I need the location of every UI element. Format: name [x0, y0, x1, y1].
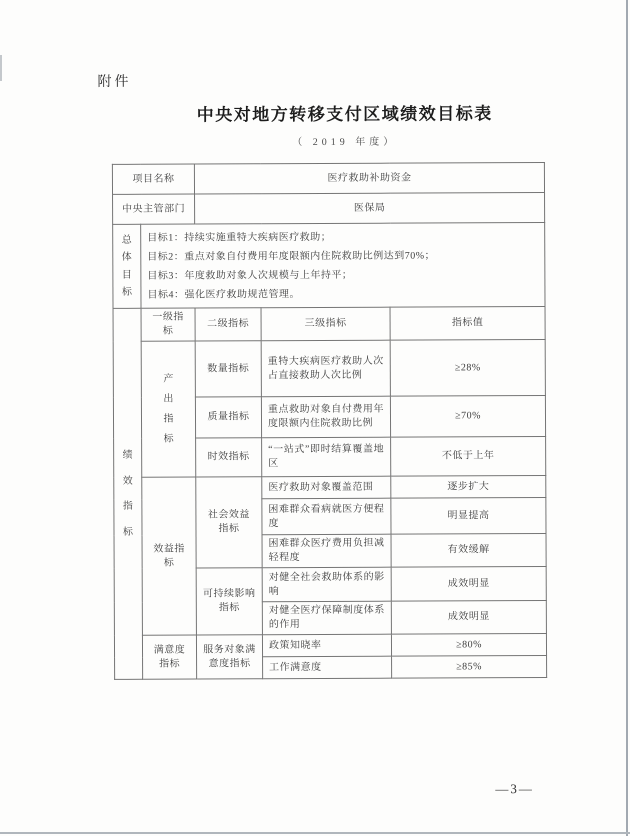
level2-service-satisfaction-cell [196, 635, 262, 679]
value-coverage: 逐步扩大 [391, 475, 546, 498]
value-policy-awareness: ≥80% [391, 633, 546, 656]
indicator-quality: 重点救助对象自付费用年度限额内住院救助比例 [261, 396, 390, 438]
level2-quality-label: 质量指标 [195, 397, 261, 438]
indicator-medical-system: 对健全医疗保障制度体系的作用 [262, 601, 391, 635]
header-level3: 三级指标 [261, 307, 390, 341]
table-row-project-name [112, 162, 544, 194]
indicator-coverage: 医疗救助对象覆盖范围 [262, 476, 391, 499]
indicator-burden: 困难群众医疗费用负担减轻程度 [262, 534, 391, 568]
header-level2: 二级指标 [195, 308, 261, 341]
level1-satisfaction-cell [142, 635, 196, 679]
indicator-quantity: 重特大疾病医疗救助人次占直接救助人次比例 [261, 340, 390, 397]
attachment-label: 附件 [97, 74, 132, 90]
indicator-policy-awareness: 政策知晓率 [262, 634, 391, 657]
level1-satisfaction-label: 满意度 指标 [153, 644, 186, 670]
goal-item-3: 目标3：年度救助对象人次规模与上年持平； [147, 269, 353, 282]
value-quantity: ≥28% [390, 339, 545, 396]
table-row-policy-awareness [114, 633, 546, 657]
level1-output-cell [141, 341, 196, 477]
page-number: —3— [495, 781, 534, 797]
project-name-label: 项目名称 [112, 164, 194, 194]
value-work-satisfaction: ≥85% [392, 655, 547, 678]
value-quality: ≥70% [390, 395, 545, 437]
indicator-convenience: 困难群众看病就医方便程度 [262, 498, 391, 535]
project-name-value: 医疗救助补助资金 [194, 162, 544, 194]
central-department-label: 中央主管部门 [113, 194, 195, 224]
level2-quantity-label: 数量指标 [195, 341, 261, 397]
level1-benefit-cell [142, 477, 197, 635]
header-level1: 一级指标 [141, 308, 195, 341]
value-medical-system: 成效明显 [391, 600, 546, 634]
overall-goal-label-cell [113, 224, 141, 308]
document-year: （ 2019 年度） [292, 136, 398, 149]
overall-goal-list [141, 222, 545, 308]
level1-benefit-label: 效益指标 [153, 543, 185, 569]
level2-timeliness-label: 时效指标 [196, 438, 262, 477]
value-timeliness: 不低于上年 [391, 436, 546, 476]
indicator-timeliness: “一站式”即时结算覆盖地区 [262, 437, 391, 477]
performance-indicator-label: 绩效指标 [122, 449, 134, 538]
central-department-value: 医保局 [195, 192, 545, 224]
level1-output-label: 产出指标 [163, 373, 174, 445]
value-burden: 有效缓解 [391, 533, 546, 567]
table-row-indicator-header [113, 306, 545, 341]
overall-goal-label: 总体目标 [121, 234, 132, 298]
level2-social-benefit-cell [196, 477, 262, 568]
level2-sustainable-cell [196, 568, 262, 635]
header-value: 指标值 [390, 306, 545, 340]
document-title: 中央对地方转移支付区域绩效目标表 [196, 104, 493, 125]
goal-item-4: 目标4：强化医疗救助规范管理。 [147, 288, 300, 301]
table-row-quantity [113, 339, 545, 397]
table-row-overall-goals [113, 222, 545, 308]
value-social-system: 成效明显 [391, 566, 546, 601]
goal-item-1: 目标1：持续实施重特大疾病医疗救助； [147, 231, 332, 244]
goal-item-2: 目标2：重点对象自付费用年度限额内住院救助比例达到70%； [147, 249, 436, 263]
level2-service-satisfaction-label: 服务对象满 意度指标 [203, 643, 256, 669]
performance-target-table [112, 162, 547, 680]
level2-social-benefit-label: 社会效益 指标 [207, 509, 250, 535]
indicator-social-system: 对健全社会救助体系的影响 [262, 567, 391, 602]
indicator-work-satisfaction: 工作满意度 [263, 656, 392, 679]
table-row-central-department [113, 192, 545, 224]
level2-sustainable-label: 可持续影响 指标 [202, 588, 256, 614]
performance-indicator-label-cell [113, 308, 143, 679]
table-row-coverage [114, 475, 546, 499]
value-convenience: 明显提高 [391, 497, 546, 534]
